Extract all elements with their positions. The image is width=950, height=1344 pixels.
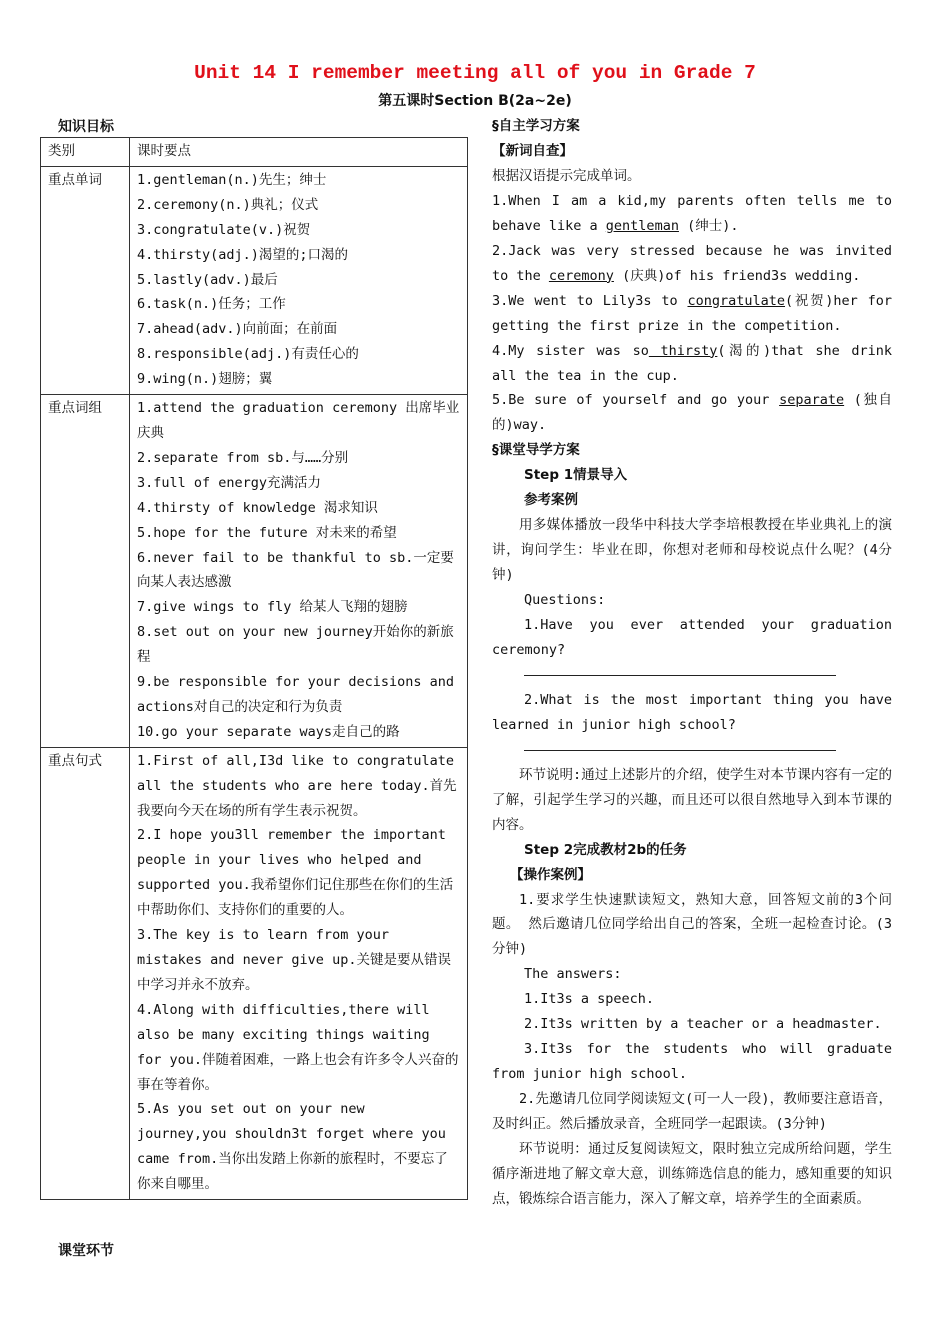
answer-blank: ceremony xyxy=(548,267,614,284)
row-category: 重点句式 xyxy=(41,747,130,1199)
list-item: 5.As you set out on your new journey,you shouldn3t forget where you came from.当你出发踏上你新的旅程时，不要忘了你来自哪里。 xyxy=(137,1101,448,1193)
list-item: 1.First of all,I3d like to congratulate all the students who are here today.首先我要向今天在场的所有学生表示祝贺。 xyxy=(137,752,457,819)
answers-label: The answers: xyxy=(524,966,622,983)
self-study-title: §自主学习方案 xyxy=(492,118,580,134)
list-item: 7.ahead(adv.)向前面；在前面 xyxy=(137,321,338,338)
list-item: 2.I hope you3ll remember the important people in your lives who helped and supported you.我希望你们记住那些在你们的生活中帮助你们、支持你们的重要的人。 xyxy=(137,827,454,919)
table-row xyxy=(41,395,468,748)
vocab-check-title: 【新词自查】 xyxy=(492,142,573,159)
answer-blank: gentleman xyxy=(605,217,679,234)
list-item: 5.hope for the future 对未来的希望 xyxy=(137,524,397,541)
list-item: 4.thirsty of knowledge 渴求知识 xyxy=(137,499,378,516)
list-item: 8.responsible(adj.)有责任心的 xyxy=(137,346,359,363)
answer-line xyxy=(492,663,892,688)
table-header-points: 课时要点 xyxy=(130,138,468,167)
row-items xyxy=(130,395,468,748)
question-1: 1.Have you ever attended your graduation ceremony? xyxy=(492,617,892,659)
list-item: 9.wing(n.)翅膀；翼 xyxy=(137,371,273,388)
table-header-row xyxy=(41,138,468,167)
vocab-question: 3.We went to Lily3s to congratulate(祝贺)her for getting the first prize in the competition. xyxy=(492,292,893,334)
row-category: 重点单词 xyxy=(41,166,130,394)
vocab-question: 1.When I am a kid,my parents often tells me to behave like a gentleman (绅士). xyxy=(492,192,892,234)
right-column xyxy=(492,114,892,1212)
knowledge-label: 知识目标 xyxy=(58,119,114,135)
step2-paragraph-1: 1.要求学生快速默读短文，熟知大意，回答短文前的3个问题。 然后邀请几位同学给出自己的答案，全班一起检查讨论。(3分钟) xyxy=(492,891,892,958)
list-item: 4.thirsty(adj.)渴望的;口渴的 xyxy=(137,246,349,263)
answer-3: 3.It3s for the students who will graduate from junior high school. xyxy=(492,1041,892,1083)
list-item: 5.lastly(adv.)最后 xyxy=(137,271,278,288)
list-item: 3.full of energy充满活力 xyxy=(137,474,322,491)
answer-1: 1.It3s a speech. xyxy=(524,991,655,1008)
row-category: 重点词组 xyxy=(41,395,130,748)
list-item: 6.never fail to be thankful to sb.一定要向某人表达感激 xyxy=(137,549,454,591)
list-item: 1.attend the graduation ceremony 出席毕业庆典 xyxy=(137,400,460,441)
list-item: 6.task(n.)任务；工作 xyxy=(137,296,286,313)
question-2: 2.What is the most important thing you have learned in junior high school? xyxy=(492,691,892,733)
questions-label: Questions: xyxy=(524,592,606,609)
list-item: 10.go your separate ways走自己的路 xyxy=(137,723,400,740)
answer-2: 2.It3s written by a teacher or a headmaster. xyxy=(524,1016,882,1033)
classroom-label: 课堂环节 xyxy=(58,1243,114,1259)
list-item: 7.give wings to fly 给某人飞翔的翅膀 xyxy=(137,599,408,616)
row-items xyxy=(130,747,468,1199)
list-item: 8.set out on your new journey开始你的新旅程 xyxy=(137,624,454,666)
step2-paragraph-2: 2.先邀请几位同学阅读短文(可一人一段)，教师要注意语音，及时纠正。然后播放录音，全班同学一起跟读。(3分钟) xyxy=(492,1091,892,1133)
step1-title: Step 1情景导入 xyxy=(524,467,628,484)
page-subtitle: 第五课时Section B(2a~2e) xyxy=(378,93,572,109)
op-case-title: 【操作案例】 xyxy=(510,866,591,883)
list-item: 1.gentleman(n.)先生；绅士 xyxy=(137,171,327,188)
list-item: 2.separate from sb.与……分别 xyxy=(137,449,349,466)
list-item: 3.The key is to learn from your mistakes and never give up.关键是要从错误中学习并永不放弃。 xyxy=(137,927,451,993)
ref-case-title: 参考案例 xyxy=(524,492,578,509)
list-item: 9.be responsible for your decisions and actions对自己的决定和行为负责 xyxy=(137,674,454,715)
table-header-category: 类别 xyxy=(41,138,130,167)
vocab-question: 2.Jack was very stressed because he was invited to the ceremony (庆典)of his friend3s wedding. xyxy=(492,242,892,284)
step1-text: 用多媒体播放一段华中科技大学李培根教授在毕业典礼上的演讲，询问学生：毕业在即，你想对老师和母校说点什么呢？(4分钟) xyxy=(492,517,892,584)
step1-note: 环节说明:通过上述影片的介绍，使学生对本节课内容有一定的了解，引起学生学习的兴趣，而且还可以很自然地导入到本节课的内容。 xyxy=(492,766,892,833)
vocab-question: 5.Be sure of yourself and go your separate (独自的)way. xyxy=(492,392,892,434)
vocab-intro: 根据汉语提示完成单词。 xyxy=(492,167,641,184)
vocab-question: 4.My sister was so thirsty(渴的)that she drink all the tea in the cup. xyxy=(492,342,892,384)
answer-blank: thirsty xyxy=(648,342,718,359)
row-items xyxy=(130,166,468,394)
list-item: 4.Along with difficulties,there will also be many exciting things waiting for you.伴随着困难，一路上也会有许多令人兴奋的事在等着你。 xyxy=(137,1001,459,1093)
answer-line xyxy=(492,738,892,763)
page-title: Unit 14 I remember meeting all of you in Grade 7 xyxy=(194,62,756,84)
knowledge-table xyxy=(40,137,468,1200)
step2-title: Step 2完成教材2b的任务 xyxy=(524,841,687,858)
table-row xyxy=(41,166,468,394)
class-guide-title: §课堂导学方案 xyxy=(492,442,580,459)
list-item: 2.ceremony(n.)典礼；仪式 xyxy=(137,196,319,213)
answer-blank: congratulate xyxy=(687,292,786,309)
table-row xyxy=(41,747,468,1199)
answer-blank: separate xyxy=(779,392,845,409)
list-item: 3.congratulate(v.)祝贺 xyxy=(137,221,311,238)
step2-note: 环节说明：通过反复阅读短文，限时独立完成所给问题，学生循序渐进地了解文章大意，训练筛选信息的能力，感知重要的知识点，锻炼综合语言能力，深入了解文章，培养学生的全面素质。 xyxy=(492,1141,892,1207)
